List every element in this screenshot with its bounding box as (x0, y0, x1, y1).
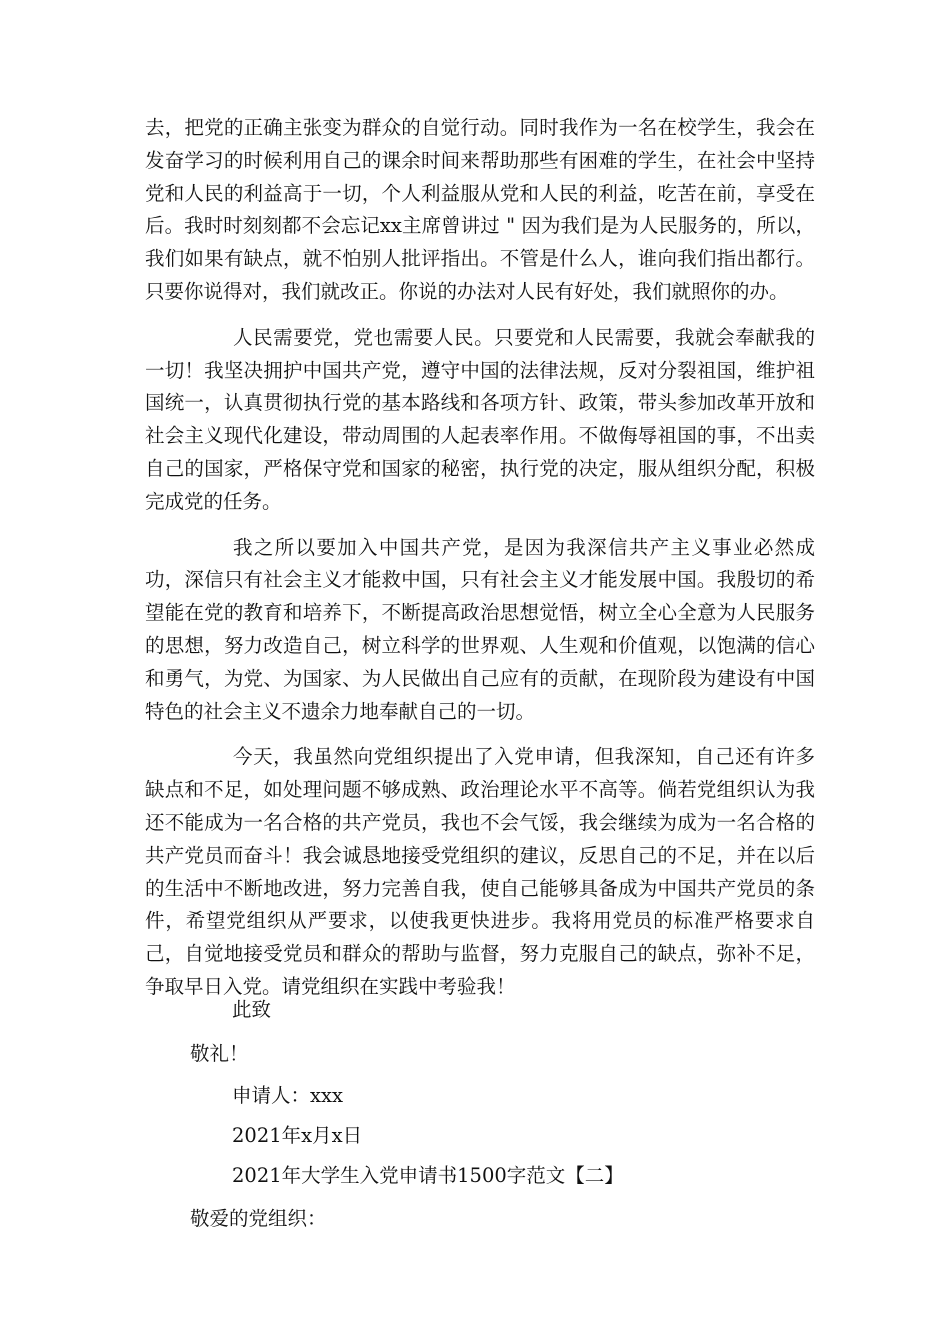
next-article-greeting: 敬爱的党组织： (190, 1207, 327, 1230)
document-body (145, 112, 815, 1017)
next-article-title: 2021年大学生入党申请书1500字范文【二】 (232, 1164, 624, 1187)
salute-line: 敬礼！ (190, 1042, 249, 1065)
paragraph-self-reflection: 今天，我虽然向党组织提出了入党申请，但我深知，自己还有许多缺点和不足，如处理问题不够成熟、政治理论水平不高等。倘若党组织认为我还不能成为一名合格的共产党员，我也不会气馁，我会继续为成为一名合格的共产党员而奋斗！我会诚恳地接受党组织的建议，反思自己的不足，并在以后的生活中不断地改进，努力完善自我，使自己能够具备成为中国共产党员的条件，希望党组织从严要求，以使我更快进步。我将用党员的标准严格要求自己，自觉地接受党员和群众的帮助与监督，努力克服自己的缺点，弥补不足，争取早日入党。请党组织在实践中考验我！ (145, 745, 815, 998)
applicant-signature: 申请人：xxx (232, 1084, 343, 1107)
paragraph-continuation: 去，把党的正确主张变为群众的自觉行动。同时我作为一名在校学生，我会在发奋学习的时候利用自己的课余时间来帮助那些有困难的学生，在社会中坚持党和人民的利益高于一切，个人利益服从党和人民的利益，吃苦在前，享受在后。我时时刻刻都不会忘记xx主席曾讲过 " 因为我们是为人民服务的，所以，我们如果有缺点，就不怕别人批评指出。不管是什么人，谁向我们指出都行。只要你说得对，我们就改正。你说的办法对人民有好处，我们就照你的办。 (145, 116, 815, 303)
closing-line: 此致 (232, 998, 272, 1021)
paragraph-reason-to-join: 我之所以要加入中国共产党，是因为我深信共产主义事业必然成功，深信只有社会主义才能救中国，只有社会主义才能发展中国。我殷切的希望能在党的教育和培养下，不断提高政治思想觉悟，树立全心全意为人民服务的思想，努力改造自己，树立科学的世界观、人生观和价值观，以饱满的信心和勇气，为党、为国家、为人民做出自己应有的贡献，在现阶段为建设有中国特色的社会主义不遗余力地奉献自己的一切。 (145, 535, 815, 723)
application-date: 2021年x月x日 (232, 1124, 363, 1147)
paragraph-people-need-party: 人民需要党，党也需要人民。只要党和人民需要，我就会奉献我的一切！我坚决拥护中国共产党，遵守中国的法律法规，反对分裂祖国，维护祖国统一，认真贯彻执行党的基本路线和各项方针、政策，带头参加改革开放和社会主义现代化建设，带动周围的人起表率作用。不做侮辱祖国的事，不出卖自己的国家，严格保守党和国家的秘密，执行党的决定，服从组织分配，积极完成党的任务。 (145, 325, 815, 513)
